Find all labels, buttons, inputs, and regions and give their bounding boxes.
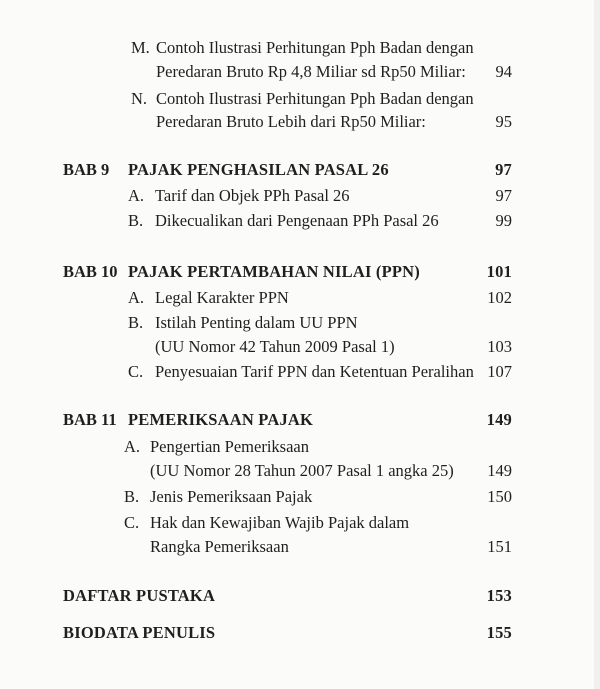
- bab11-item-a-page: 149: [487, 461, 512, 480]
- bab11-item-a-letter: A.: [124, 437, 141, 456]
- toc-letter-n: N.: [131, 89, 148, 108]
- daftar-pustaka-title[interactable]: DAFTAR PUSTAKA: [63, 586, 216, 605]
- bab11-title[interactable]: PEMERIKSAAN PAJAK: [128, 410, 314, 429]
- toc-entry-m-line2[interactable]: Peredaran Bruto Rp 4,8 Miliar sd Rp50 Miliar:: [156, 62, 466, 81]
- bab10-item-b[interactable]: Istilah Penting dalam UU PPN: [155, 313, 358, 332]
- bab10-item-b-line2[interactable]: (UU Nomor 42 Tahun 2009 Pasal 1): [155, 337, 395, 356]
- bab11-item-b[interactable]: Jenis Pemeriksaan Pajak: [150, 487, 313, 506]
- toc-entry-n-line2[interactable]: Peredaran Bruto Lebih dari Rp50 Miliar:: [156, 112, 426, 131]
- bab11-item-b-letter: B.: [124, 487, 140, 506]
- bab11-item-c-line2[interactable]: Rangka Pemeriksaan: [150, 537, 289, 556]
- bab9-item-a[interactable]: Tarif dan Objek PPh Pasal 26: [155, 186, 350, 205]
- bab10-item-b-letter: B.: [128, 313, 144, 332]
- bab10-item-c-page: 107: [487, 362, 512, 381]
- bab9-item-b-letter: B.: [128, 211, 144, 230]
- bab11-label: BAB 11: [63, 410, 117, 429]
- bab9-item-b-page: 99: [495, 211, 512, 230]
- page-edge: [594, 0, 600, 689]
- bab11-item-a[interactable]: Pengertian Pemeriksaan: [150, 437, 309, 456]
- bab11-page: 149: [486, 410, 512, 429]
- bab10-item-a-page: 102: [487, 288, 512, 307]
- bab9-item-a-page: 97: [495, 186, 512, 205]
- bab9-item-b[interactable]: Dikecualikan dari Pengenaan PPh Pasal 26: [155, 211, 439, 230]
- bab11-item-c-page: 151: [487, 537, 512, 556]
- bab10-label: BAB 10: [63, 262, 118, 281]
- bab10-item-c[interactable]: Penyesuaian Tarif PPN dan Ketentuan Peralihan: [155, 362, 474, 381]
- bab10-page: 101: [486, 262, 512, 281]
- bab10-item-a-letter: A.: [128, 288, 145, 307]
- toc-entry-m-line1[interactable]: Contoh Ilustrasi Perhitungan Pph Badan dengan: [156, 38, 474, 57]
- bab9-page: 97: [495, 160, 512, 179]
- biodata-penulis-page: 155: [486, 623, 512, 642]
- daftar-pustaka-page: 153: [486, 586, 512, 605]
- bab10-title[interactable]: PAJAK PERTAMBAHAN NILAI (PPN): [128, 262, 420, 281]
- bab10-item-c-letter: C.: [128, 362, 144, 381]
- bab9-item-a-letter: A.: [128, 186, 145, 205]
- toc-page-n: 95: [495, 112, 512, 131]
- bab11-item-b-page: 150: [487, 487, 512, 506]
- bab10-item-b-page: 103: [487, 337, 512, 356]
- bab9-title[interactable]: PAJAK PENGHASILAN PASAL 26: [128, 160, 389, 179]
- toc-letter-m: M.: [131, 38, 150, 57]
- bab9-label: BAB 9: [63, 160, 110, 179]
- toc-page-m: 94: [495, 62, 512, 81]
- bab10-item-a[interactable]: Legal Karakter PPN: [155, 288, 289, 307]
- bab11-item-a-line2[interactable]: (UU Nomor 28 Tahun 2007 Pasal 1 angka 25): [150, 461, 454, 480]
- bab11-item-c[interactable]: Hak dan Kewajiban Wajib Pajak dalam: [150, 513, 410, 532]
- toc-entry-n-line1[interactable]: Contoh Ilustrasi Perhitungan Pph Badan dengan: [156, 89, 474, 108]
- bab11-item-c-letter: C.: [124, 513, 140, 532]
- biodata-penulis-title[interactable]: BIODATA PENULIS: [63, 623, 216, 642]
